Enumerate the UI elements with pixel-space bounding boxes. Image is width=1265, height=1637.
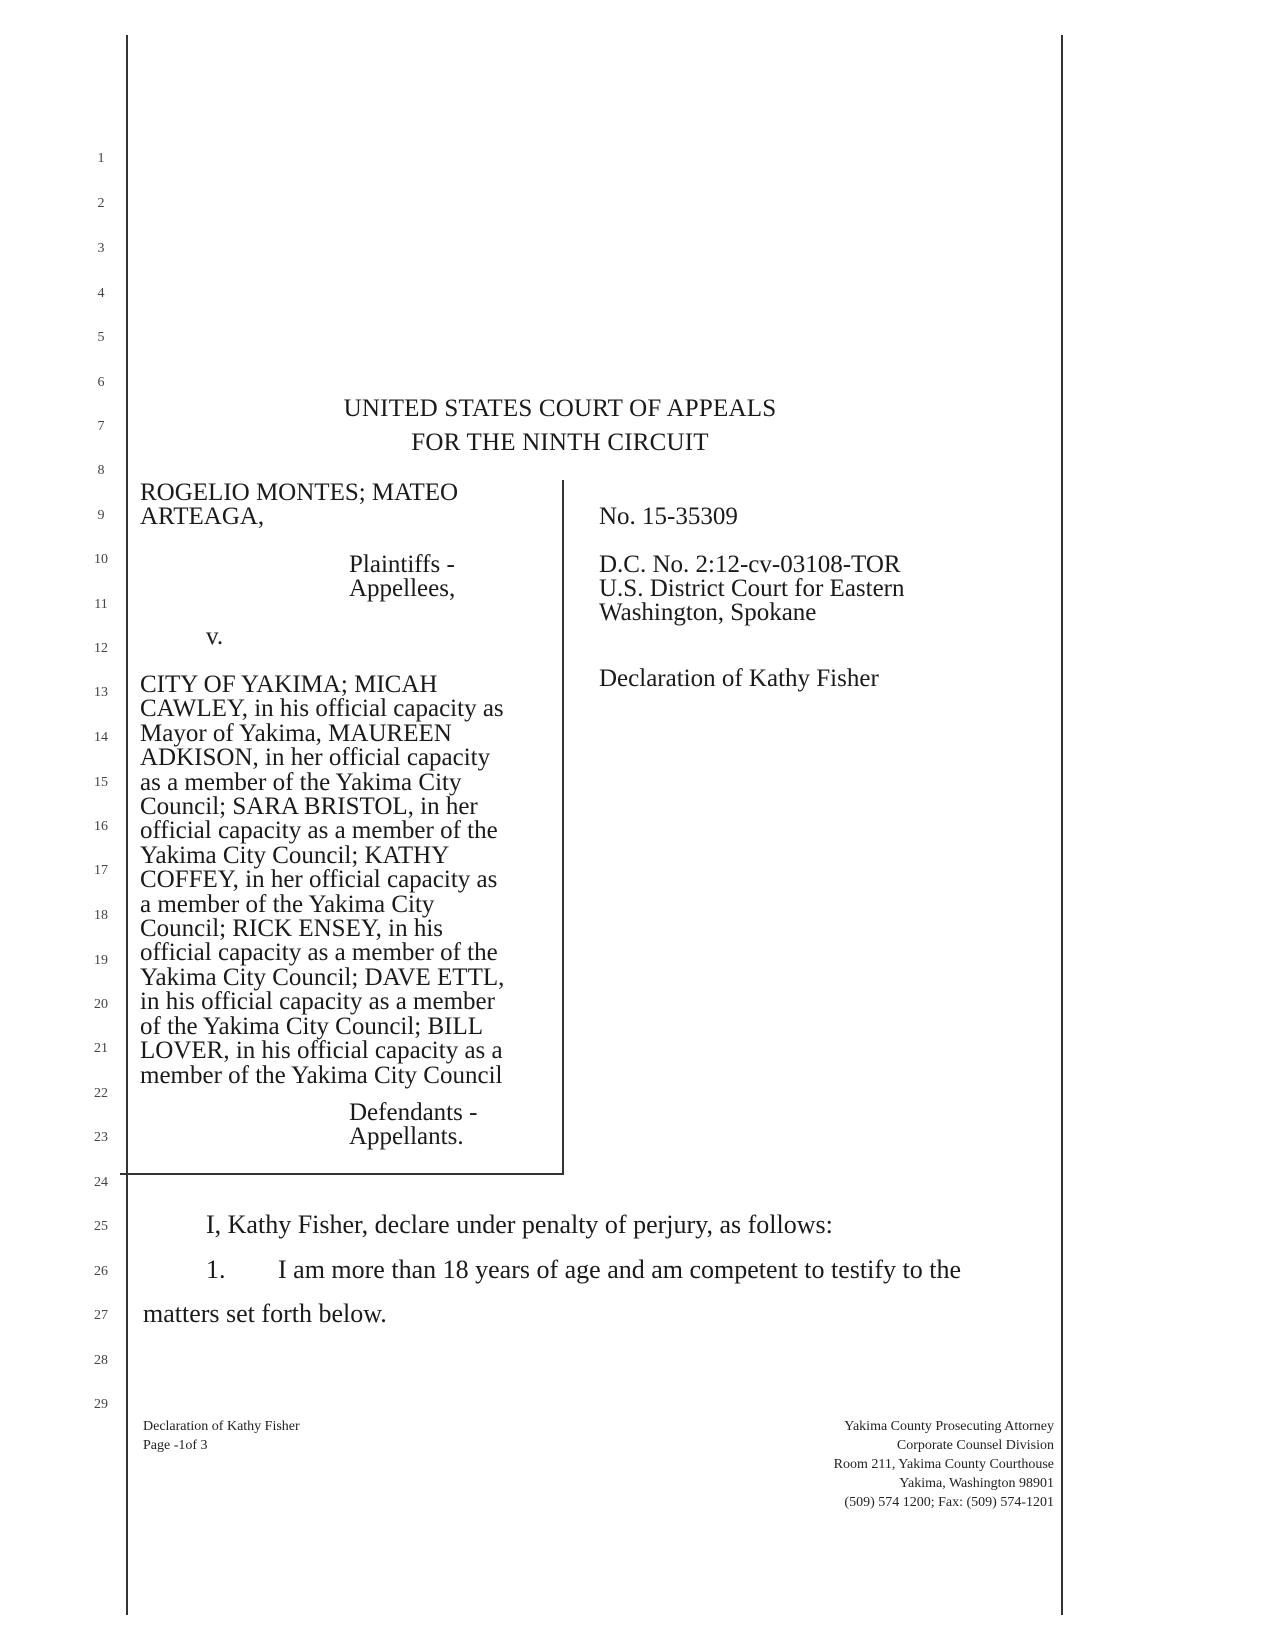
paragraph-1-line-2: matters set forth below. (143, 1299, 387, 1328)
line-number: 15 (94, 775, 108, 790)
dc-line: D.C. No. 2:12-cv-03108-TOR (599, 551, 901, 578)
line-number: 6 (97, 375, 105, 390)
line-number: 16 (94, 819, 108, 834)
defendants-line: official capacity as a member of the (140, 939, 498, 967)
defendants-line: in his official capacity as a member (140, 988, 495, 1016)
line-number: 12 (94, 641, 108, 656)
defendants-line: ADKISON, in her official capacity (140, 744, 491, 772)
line-number: 9 (97, 508, 105, 523)
line-number: 11 (94, 597, 108, 612)
defendants-names (140, 673, 580, 1088)
court-title-line-2: FOR THE NINTH CIRCUIT (411, 429, 709, 456)
defendants-line: COFFEY, in her official capacity as (140, 866, 498, 894)
line-number: 22 (94, 1086, 108, 1101)
line-number: 8 (97, 463, 105, 478)
footer-room: Room 211, Yakima County Courthouse (833, 1457, 1054, 1472)
left-margin-rule (126, 35, 128, 1615)
plaintiffs-role-line: Plaintiffs - (349, 551, 455, 578)
defendants-line: of the Yakima City Council; BILL (140, 1012, 484, 1040)
paragraph-1-line-1: I am more than 18 years of age and am competent to testify to the (278, 1255, 961, 1284)
defendants-line: official capacity as a member of the (140, 817, 498, 845)
footer-left (143, 1417, 300, 1455)
defendants-role-line: Defendants - (349, 1099, 478, 1126)
footer-doc-title: Declaration of Kathy Fisher (143, 1419, 300, 1434)
line-number: 29 (94, 1397, 108, 1412)
line-number: 4 (97, 286, 105, 301)
footer-phone: (509) 574 1200; Fax: (509) 574-1201 (844, 1495, 1054, 1510)
dc-line: U.S. District Court for Eastern (599, 575, 905, 602)
footer-city: Yakima, Washington 98901 (899, 1476, 1054, 1491)
plaintiffs-names (140, 481, 560, 529)
line-number: 3 (97, 241, 105, 256)
plaintiffs-role-line: Appellees, (349, 575, 456, 602)
defendants-line: Yakima City Council; KATHY (140, 841, 450, 869)
line-number: 13 (94, 685, 108, 700)
plaintiffs-role (349, 553, 549, 601)
defendants-line: a member of the Yakima City (140, 890, 435, 918)
caption-bottom-rule (120, 1173, 564, 1175)
defendants-line: CAWLEY, in his official capacity as (140, 695, 504, 723)
line-number: 14 (94, 730, 108, 745)
dc-line: Washington, Spokane (599, 599, 817, 626)
document-title: Declaration of Kathy Fisher (599, 665, 879, 692)
right-margin-rule (1061, 35, 1063, 1615)
line-number: 20 (94, 997, 108, 1012)
footer-right (740, 1417, 1054, 1512)
footer-division: Corporate Counsel Division (896, 1438, 1054, 1453)
defendants-role-line: Appellants. (349, 1123, 464, 1150)
footer-page-number: Page -1of 3 (143, 1438, 208, 1453)
line-number: 1 (97, 151, 105, 166)
defendants-line: Council; SARA BRISTOL, in her (140, 793, 478, 821)
plaintiffs-names-line: ARTEAGA, (140, 503, 265, 530)
line-number: 27 (94, 1308, 108, 1323)
line-number: 23 (94, 1130, 108, 1145)
case-number: No. 15-35309 (599, 503, 738, 530)
defendants-line: Council; RICK ENSEY, in his (140, 915, 444, 943)
defendants-line: as a member of the Yakima City (140, 768, 462, 796)
line-number: 10 (94, 552, 108, 567)
paragraph-1-number: 1. (206, 1255, 226, 1284)
versus: v. (206, 623, 224, 650)
district-court-number (599, 553, 1039, 625)
footer-office: Yakima County Prosecuting Attorney (844, 1419, 1054, 1434)
defendants-line: LOVER, in his official capacity as a (140, 1037, 503, 1065)
declaration-intro: I, Kathy Fisher, declare under penalty of perjury, as follows: (206, 1210, 833, 1239)
defendants-line: Mayor of Yakima, MAUREEN (140, 719, 452, 747)
line-number: 19 (94, 953, 108, 968)
line-number: 25 (94, 1219, 108, 1234)
court-title (250, 392, 870, 460)
line-number: 26 (94, 1264, 108, 1279)
line-number: 24 (94, 1175, 108, 1190)
defendants-role (349, 1101, 549, 1149)
defendants-line: CITY OF YAKIMA; MICAH (140, 671, 438, 698)
defendants-line: member of the Yakima City Council (140, 1061, 503, 1089)
court-title-line-1: UNITED STATES COURT OF APPEALS (343, 395, 777, 422)
line-number: 7 (97, 419, 105, 434)
line-number: 28 (94, 1353, 108, 1368)
line-number: 18 (94, 908, 108, 923)
line-number: 21 (94, 1041, 108, 1056)
plaintiffs-names-line: ROGELIO MONTES; MATEO (140, 479, 459, 506)
line-number: 5 (97, 330, 105, 345)
line-number: 17 (94, 863, 108, 878)
line-number: 2 (97, 196, 105, 211)
defendants-line: Yakima City Council; DAVE ETTL, (140, 963, 505, 991)
